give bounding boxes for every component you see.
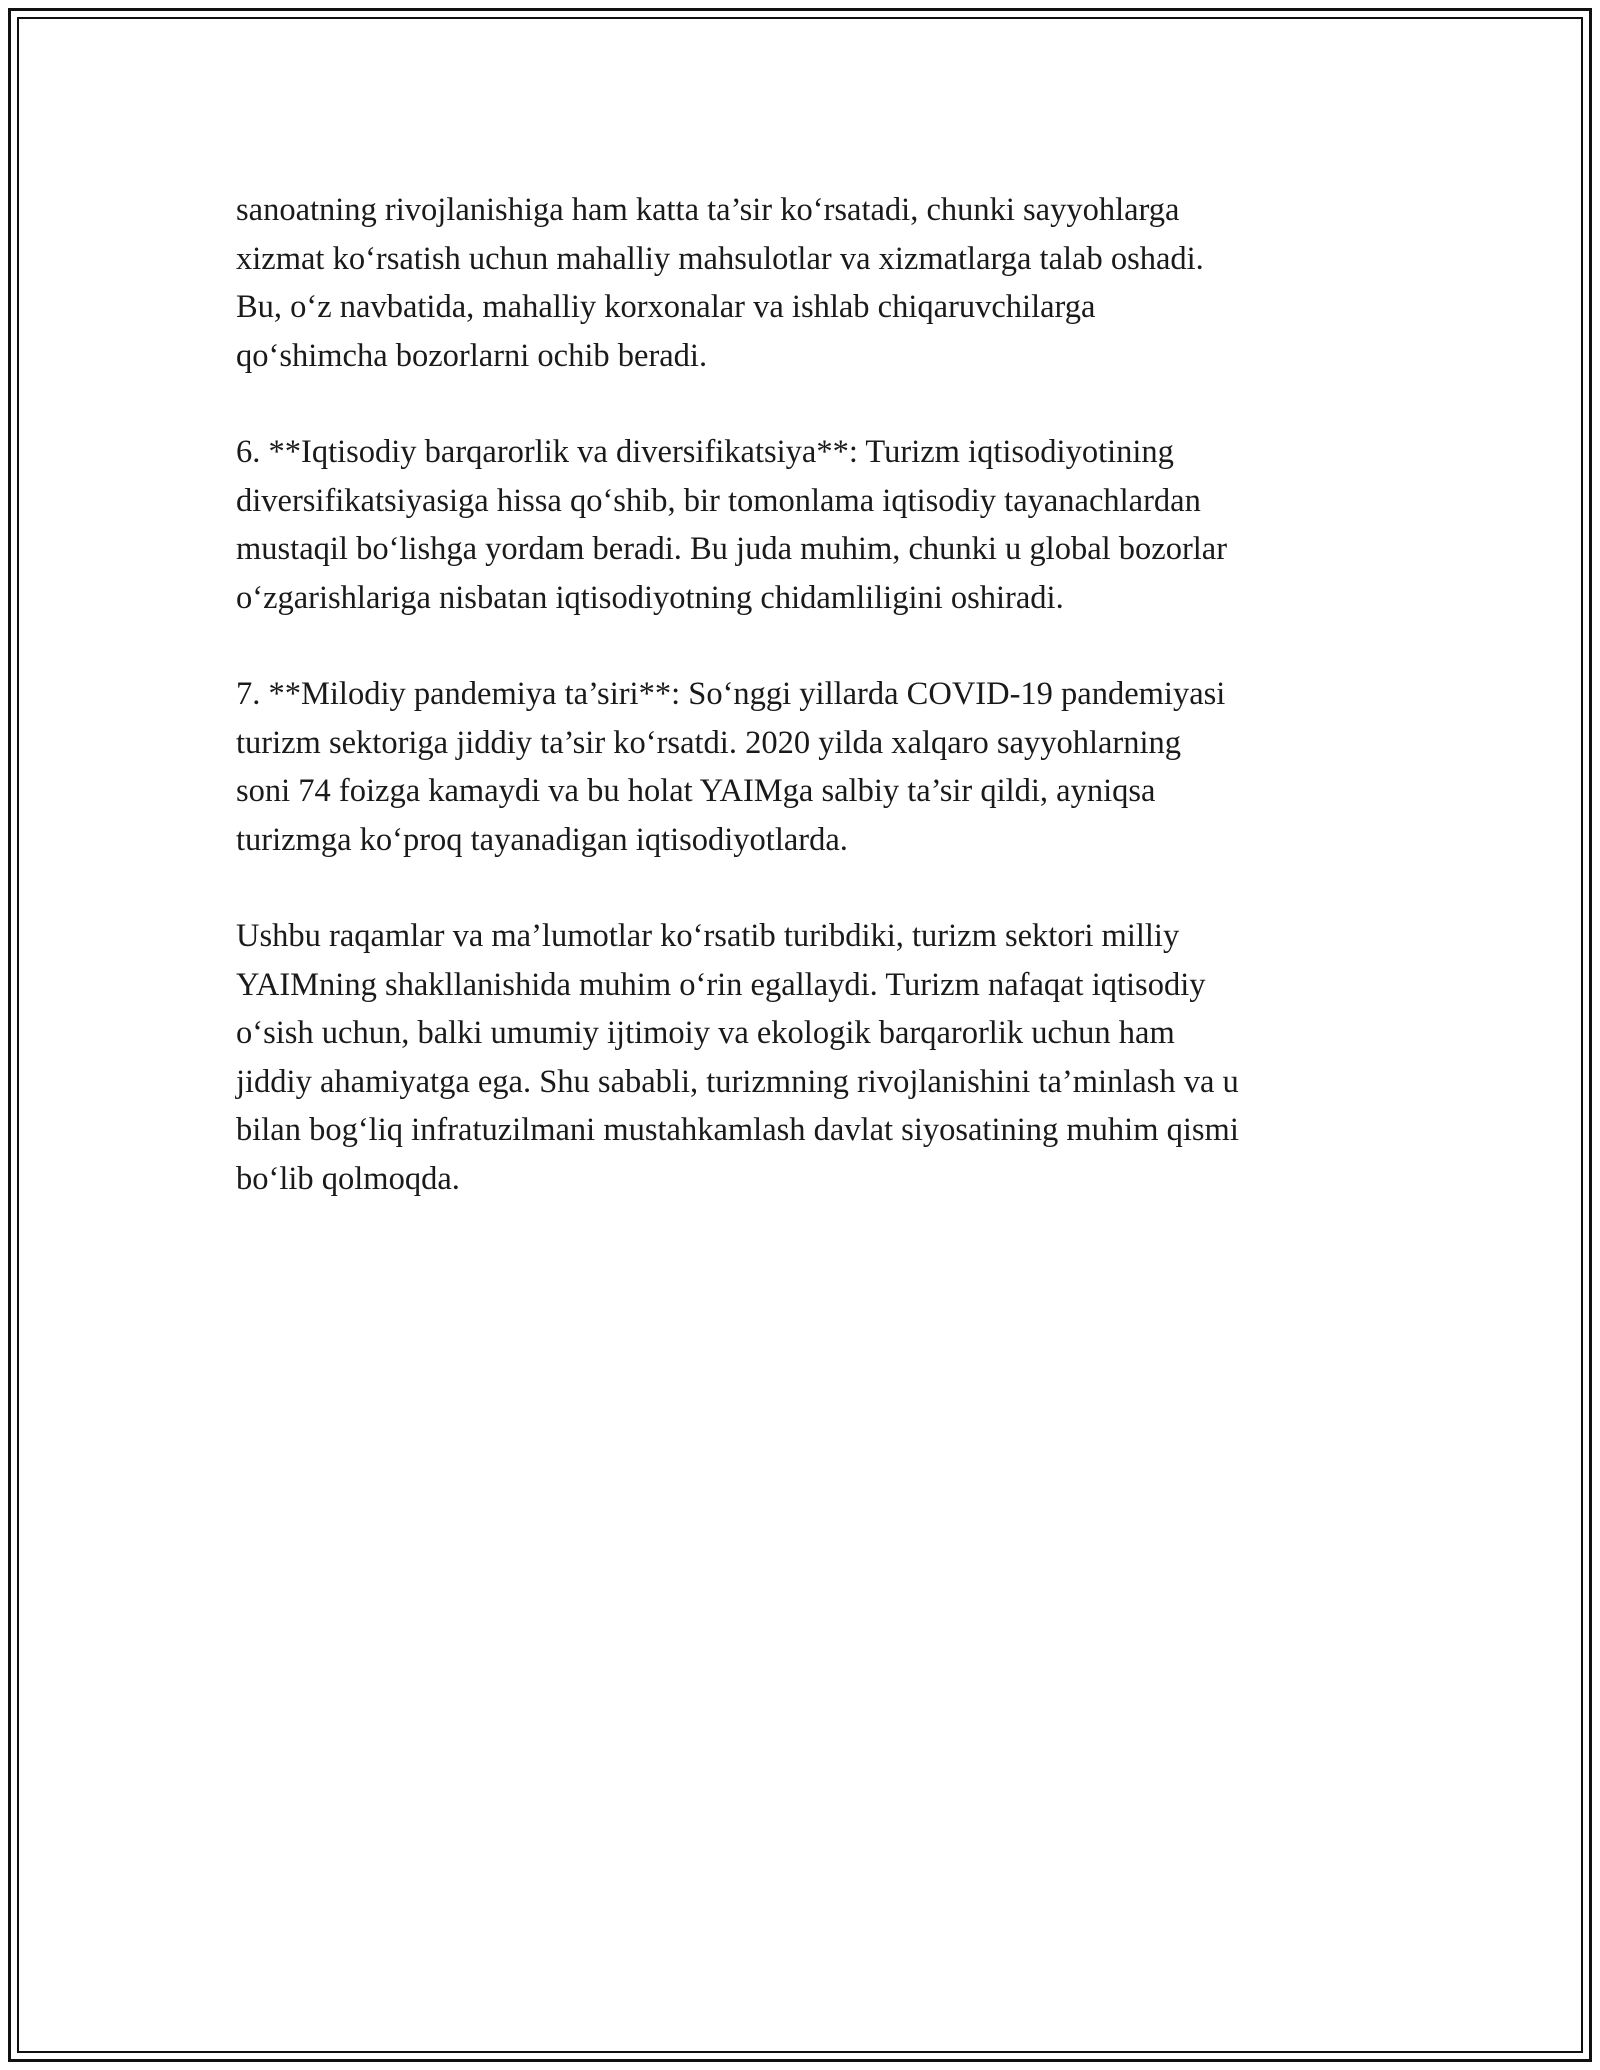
document-body (236, 186, 1386, 1251)
text-line: 7. **Milodiy pandemiya ta’siri**: So‘nggi yillarda COVID-19 pandemiyasi (236, 676, 1226, 712)
text-line: Bu, o‘z navbatida, mahalliy korxonalar va ishlab chiqaruvchilarga (236, 289, 1096, 325)
paragraph-item-7 (236, 670, 1386, 864)
text-line: turizm sektoriga jiddiy ta’sir ko‘rsatdi. 2020 yilda xalqaro sayyohlarning (236, 724, 1182, 761)
text-line: sanoatning rivojlanishiga ham katta ta’sir ko‘rsatadi, chunki sayyohlarga (236, 192, 1180, 228)
text-line: 6. **Iqtisodiy barqarorlik va diversifikatsiya**: Turizm iqtisodiyotining (236, 434, 1174, 470)
text-line: bilan bog‘liq infratuzilmani mustahkamlash davlat siyosatining muhim qismi (236, 1112, 1239, 1148)
text-line: mustaqil bo‘lishga yordam beradi. Bu juda muhim, chunki u global bozorlar (236, 531, 1228, 567)
text-line: Ushbu raqamlar va ma’lumotlar ko‘rsatib turibdiki, turizm sektori milliy (236, 918, 1180, 954)
text-line: xizmat ko‘rsatish uchun mahalliy mahsulotlar va xizmatlarga talab oshadi. (236, 240, 1204, 277)
text-line: YAIMning shakllanishida muhim o‘rin egallaydi. Turizm nafaqat iqtisodiy (236, 966, 1206, 1003)
text-line: soni 74 foizga kamaydi va bu holat YAIMga salbiy ta’sir qildi, ayniqsa (236, 773, 1156, 809)
text-line: o‘zgarishlariga nisbatan iqtisodiyotning chidamliligini oshiradi. (236, 579, 1064, 616)
text-line: turizmga ko‘proq tayanadigan iqtisodiyotlarda. (236, 821, 848, 858)
text-line: o‘sish uchun, balki umumiy ijtimoiy va ekologik barqarorlik uchun ham (236, 1015, 1175, 1051)
text-line: qo‘shimcha bozorlarni ochib beradi. (236, 337, 708, 374)
text-line: jiddiy ahamiyatga ega. Shu sababli, turizmning rivojlanishini ta’minlash va u (236, 1063, 1239, 1100)
text-line: bo‘lib qolmoqda. (236, 1160, 460, 1197)
paragraph-continuation (236, 186, 1386, 380)
paragraph-conclusion (236, 912, 1386, 1203)
text-line: diversifikatsiyasiga hissa qo‘shib, bir tomonlama iqtisodiy tayanachlardan (236, 482, 1201, 519)
paragraph-item-6 (236, 428, 1386, 622)
